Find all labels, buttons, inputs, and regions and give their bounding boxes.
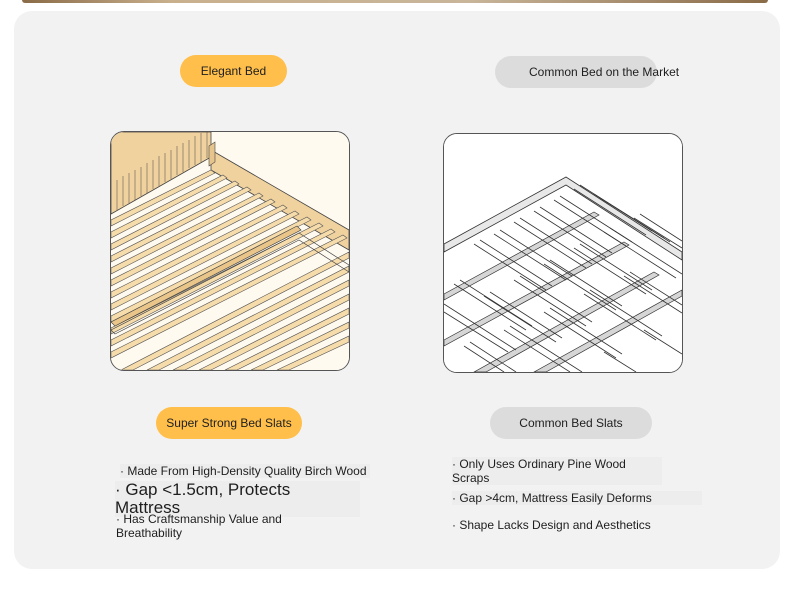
left-feature-3: · Has Craftsmanship Value and Breathability	[116, 512, 282, 540]
wooden-slats-icon	[111, 132, 349, 370]
right-feature-2: · Gap >4cm, Mattress Easily Deforms	[452, 491, 702, 505]
top-decorative-strip	[22, 0, 768, 3]
common-slats-icon	[444, 134, 682, 372]
left-feature-1: · Made From High-Density Quality Birch Wood	[120, 464, 370, 478]
right-feature-3: · Shape Lacks Design and Aesthetics	[452, 518, 651, 532]
common-bed-image	[443, 133, 683, 373]
elegant-bed-label: Elegant Bed	[180, 55, 287, 87]
left-feature-2: · Gap <1.5cm, Protects Mattress	[115, 481, 360, 517]
elegant-bed-image	[110, 131, 350, 371]
common-slats-label: Common Bed Slats	[490, 407, 652, 439]
super-strong-slats-label: Super Strong Bed Slats	[156, 407, 302, 439]
right-feature-1: · Only Uses Ordinary Pine Wood Scraps	[452, 457, 662, 485]
common-bed-label: Common Bed on the Market	[495, 56, 657, 88]
